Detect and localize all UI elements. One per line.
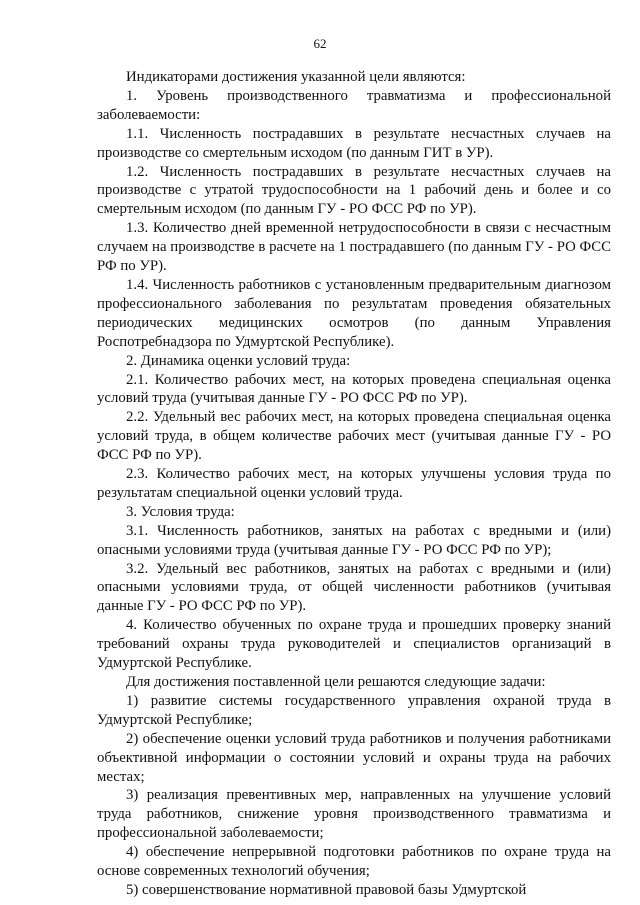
paragraph: Индикаторами достижения указанной цели являются: — [126, 69, 466, 85]
paragraph: 1. Уровень производственного травматизма и профессиональной заболеваемости: — [97, 87, 611, 123]
paragraph: 2.1. Количество рабочих мест, на которых проведена специальная оценка условий труда (учитывая данные ГУ - РО ФСС РФ по УР). — [97, 371, 611, 407]
paragraph: 5) совершенствование нормативной правовой базы Удмуртской — [126, 881, 527, 898]
paragraph: 3. Условия труда: — [126, 503, 235, 520]
paragraph: 1) развитие системы государственного управления охраной труда в Удмуртской Республике; — [97, 692, 611, 728]
paragraph: 1.3. Количество дней временной нетрудоспособности в связи с несчастным случаем на производстве в расчете на 1 пострадавшего (по данным ГУ - РО ФСС РФ по УР). — [97, 220, 611, 275]
paragraph: 3) реализация превентивных мер, направленных на улучшение условий труда работников, снижение уровня производственного травматизма и профессиональной заболеваемости; — [97, 787, 611, 842]
paragraph: Для достижения поставленной цели решаются следующие задачи: — [126, 674, 546, 690]
paragraph: 1.2. Численность пострадавших в результате несчастных случаев на производстве с утратой трудоспособности на 1 рабочий день и более и со смертельным исходом (по данным ГУ - РО ФСС РФ по УР). — [97, 163, 611, 218]
paragraph: 2) обеспечение оценки условий труда работников и получения работниками объективной информации о состоянии условий и охраны труда на рабочих местах; — [97, 730, 611, 785]
paragraph: 3.2. Удельный вес работников, занятых на работах с вредными и (или) опасными условиями труда, от общей численности работников (учитывая данные ГУ - РО ФСС РФ по УР). — [97, 560, 611, 615]
paragraph: 2.3. Количество рабочих мест, на которых улучшены условия труда по результатам специальной оценки условий труда. — [97, 466, 611, 501]
paragraph: 1.1. Численность пострадавших в результате несчастных случаев на производстве со смертельным исходом (по данным ГИТ в УР). — [97, 125, 611, 161]
page-number: 62 — [313, 36, 327, 51]
paragraph: 3.1. Численность работников, занятых на работах с вредными и (или) опасными условиями труда (учитывая данные ГУ - РО ФСС РФ по УР); — [97, 522, 611, 558]
paragraph: 4. Количество обученных по охране труда и прошедших проверку знаний требований охраны труда руководителей и специалистов организаций в Удмуртской Республике. — [97, 617, 611, 672]
document-body — [97, 68, 611, 900]
paragraph: 4) обеспечение непрерывной подготовки работников по охране труда на основе современных технологий обучения; — [97, 844, 611, 880]
paragraph: 1.4. Численность работников с установленным предварительным диагнозом профессионального заболевания по результатам проведения обязательных периодических медицинских осмотров (по данным Управления Роспотребнадзора по Удмуртской Республике). — [97, 276, 611, 350]
paragraph: 2.2. Удельный вес рабочих мест, на которых проведена специальная оценка условий труда, в общем количестве рабочих мест (учитывая данные ГУ - РО ФСС РФ по УР). — [97, 409, 611, 464]
paragraph: 2. Динамика оценки условий труда: — [126, 352, 351, 369]
